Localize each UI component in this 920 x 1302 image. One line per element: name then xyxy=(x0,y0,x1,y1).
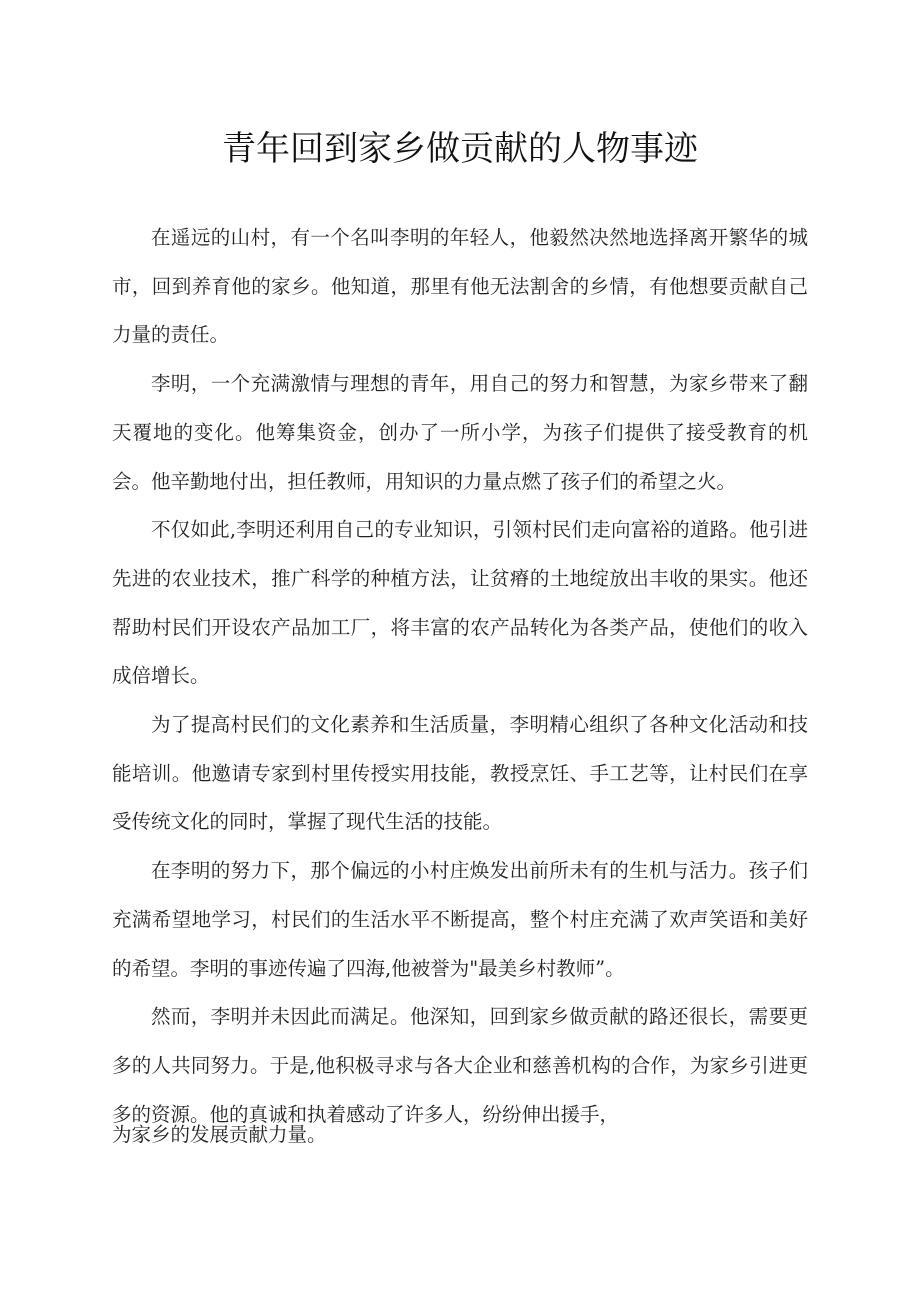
paragraph-4: 为了提高村民们的文化素养和生活质量，李明精心组织了各种文化活动和技能培训。他邀请专家到村里传授实用技能，教授烹饪、手工艺等，让村民们在享受传统文化的同时，掌握了现代生活的技能。 xyxy=(112,713,808,834)
paragraph-6-final-line: 为家乡的发展贡献力量。 xyxy=(112,1123,327,1147)
paragraph-1: 在遥远的山村，有一个名叫李明的年轻人，他毅然决然地选择离开繁华的城市，回到养育他的家乡。他知道，那里有他无法割舍的乡情，有他想要贡献自己力量的责任。 xyxy=(112,226,808,347)
paragraph-5: 在李明的努力下，那个偏远的小村庄焕发出前所未有的生机与活力。孩子们充满希望地学习，村民们的生活水平不断提高，整个村庄充满了欢声笑语和美好的希望。李明的事迹传遍了四海,他被誉为"最美乡村教师”。 xyxy=(112,859,808,980)
paragraph-3: 不仅如此,李明还利用自己的专业知识，引领村民们走向富裕的道路。他引进先进的农业技术，推广科学的种植方法，让贫瘠的土地绽放出丰收的果实。他还帮助村民们开设农产品加工厂，将丰富的农产品转化为各类产品，使他们的收入成倍增长。 xyxy=(112,518,808,688)
paragraph-2: 李明，一个充满激情与理想的青年，用自己的努力和智慧，为家乡带来了翻天覆地的变化。他筹集资金，创办了一所小学，为孩子们提供了接受教育的机会。他辛勤地付出，担任教师，用知识的力量点燃了孩子们的希望之火。 xyxy=(112,372,808,493)
paragraph-6: 然而，李明并未因此而满足。他深知，回到家乡做贡献的路还很长，需要更多的人共同努力。于是,他积极寻求与各大企业和慈善机构的合作，为家乡引进更多的资源。他的真诚和执着感动了许多人，纷纷伸出援手， xyxy=(112,1005,808,1126)
document-title: 青年回到家乡做贡献的人物事迹 xyxy=(222,129,698,169)
document-body xyxy=(112,214,808,1147)
